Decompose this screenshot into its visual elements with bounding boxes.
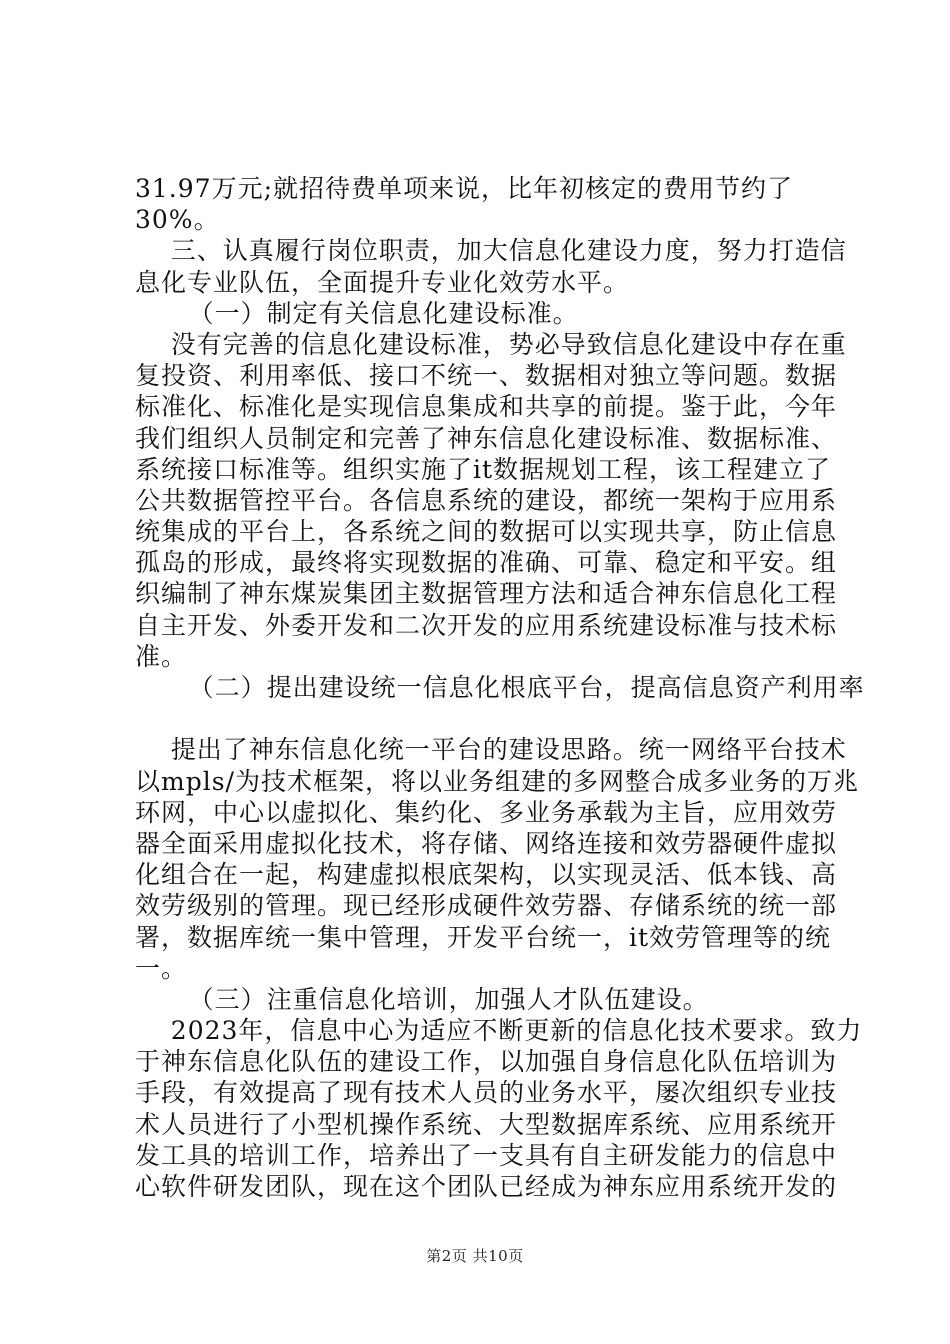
body-text-line: 30%。 [135, 205, 220, 235]
body-text-line: （三）注重信息化培训，加强人才队伍建设。 [135, 984, 709, 1014]
body-text-line: 器全面采用虚拟化技术，将存储、网络连接和效劳器硬件虚拟 [135, 828, 838, 858]
body-text-line: 准。 [135, 641, 188, 671]
document-body [135, 173, 865, 1202]
page-footer: 第2页 共10页 [426, 1247, 524, 1265]
body-text-line: 心软件研发团队，现在这个团队已经成为神东应用系统开发的 [135, 1172, 838, 1201]
body-text-line: 发工具的培训工作，培养出了一支具有自主研发能力的信息中 [135, 1140, 838, 1170]
body-text-line: 系统接口标准等。组织实施了it数据规划工程，该工程建立了 [135, 454, 832, 484]
body-text-line: 统集成的平台上，各系统之间的数据可以实现共享，防止信息 [135, 517, 838, 547]
body-text-line: 没有完善的信息化建设标准，势必导致信息化建设中存在重 [135, 329, 847, 359]
body-text-line: 提出了神东信息化统一平台的建设思路。统一网络平台技术 [135, 735, 847, 765]
body-text-line: 手段，有效提高了现有技术人员的业务水平，屡次组织专业技 [135, 1078, 838, 1108]
body-text-line: 环网，中心以虚拟化、集约化、多业务承载为主旨，应用效劳 [135, 797, 838, 827]
body-text-line: 息化专业队伍，全面提升专业化效劳水平。 [135, 267, 630, 297]
body-text-line: 自主开发、外委开发和二次开发的应用系统建设标准与技术标 [135, 610, 838, 640]
body-text-line: 2023年，信息中心为适应不断更新的信息化技术要求。致力 [135, 1016, 863, 1046]
body-text-line: 术人员进行了小型机操作系统、大型数据库系统、应用系统开 [135, 1109, 838, 1139]
body-text-line: 我们组织人员制定和完善了神东信息化建设标准、数据标准、 [135, 423, 838, 453]
body-text-line: （一）制定有关信息化建设标准。 [135, 298, 579, 328]
body-text-line: 孤岛的形成，最终将实现数据的准确、可靠、稳定和平安。组 [135, 548, 838, 578]
body-text-line: 效劳级别的管理。现已经形成硬件效劳器、存储系统的统一部 [135, 891, 838, 921]
body-text-line: 三、认真履行岗位职责，加大信息化建设力度，努力打造信 [135, 236, 847, 266]
body-text-line: 31.97万元;就招待费单项来说，比年初核定的费用节约了 [135, 174, 793, 203]
body-text-line: 复投资、利用率低、接口不统一、数据相对独立等问题。数据 [135, 361, 838, 391]
body-text-line: 于神东信息化队伍的建设工作，以加强自身信息化队伍培训为 [135, 1047, 838, 1077]
body-text-line: 一。 [135, 953, 188, 983]
body-text-line: 以mpls/为技术框架，将以业务组建的多网整合成多业务的万兆 [135, 766, 859, 796]
body-text-line: 公共数据管控平台。各信息系统的建设，都统一架构于应用系 [135, 485, 838, 515]
body-text-line [135, 703, 835, 734]
body-text-line: （二）提出建设统一信息化根底平台，提高信息资产利用率 [135, 673, 865, 702]
body-text-line: 署，数据库统一集中管理，开发平台统一，it效劳管理等的统 [135, 922, 832, 952]
body-text-line: 织编制了神东煤炭集团主数据管理方法和适合神东信息化工程 [135, 579, 838, 609]
body-text-line: 化组合在一起，构建虚拟根底架构，以实现灵活、低本钱、高 [135, 860, 838, 890]
body-text-line: 标准化、标准化是实现信息集成和共享的前提。鉴于此，今年 [135, 392, 838, 422]
